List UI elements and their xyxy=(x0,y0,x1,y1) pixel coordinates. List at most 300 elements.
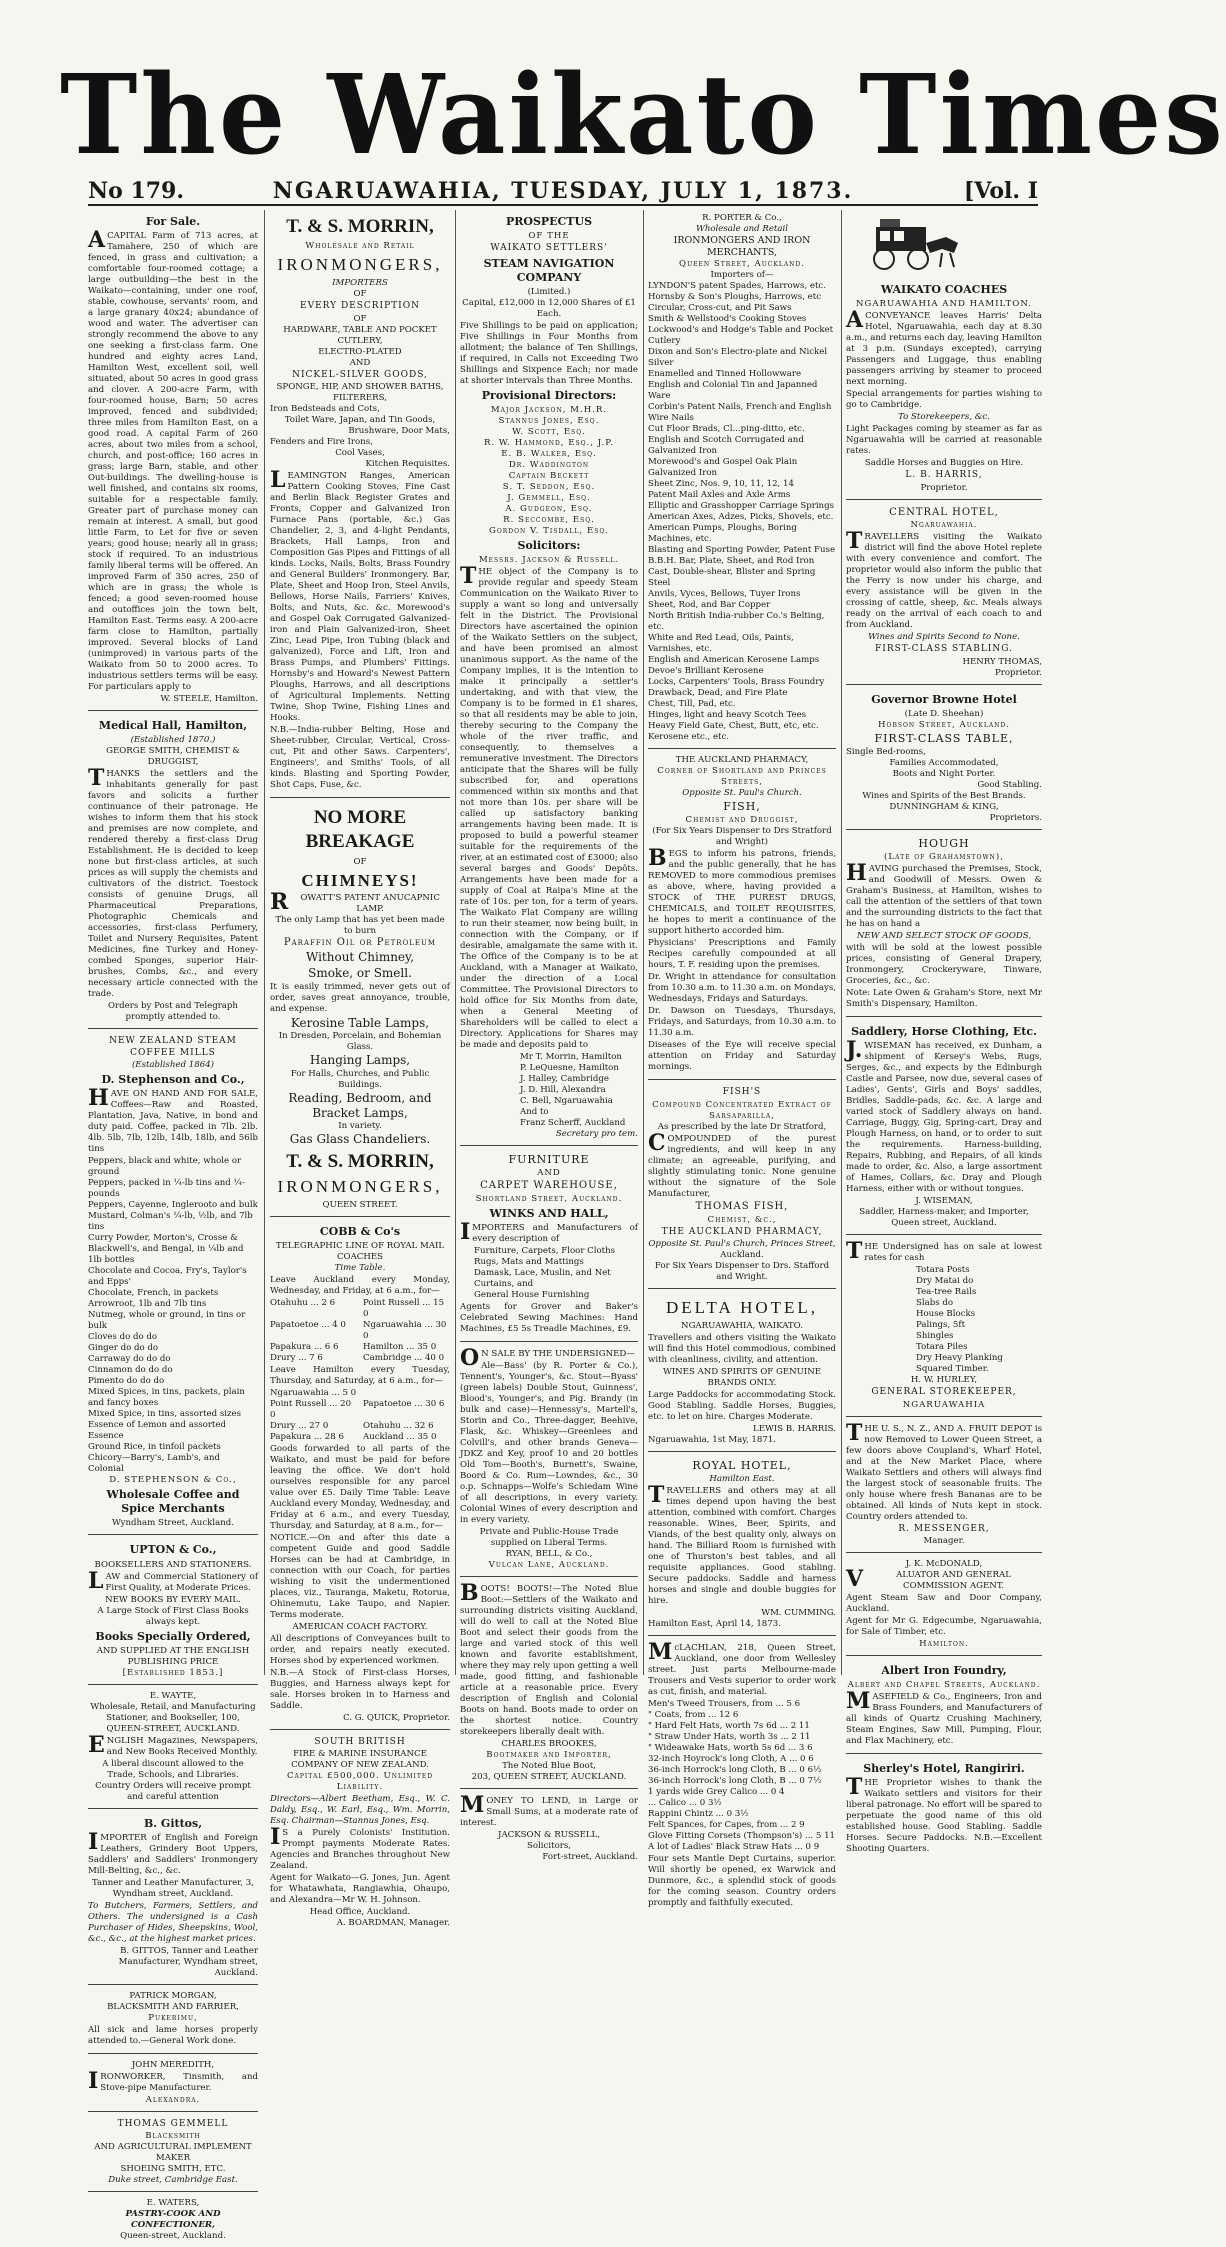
ad-line: Brushware, Door Mats, xyxy=(348,426,450,437)
ad-line: NICKEL-SILVER GOODS, xyxy=(292,369,428,380)
list-item: Chest, Till, Pad, etc. xyxy=(648,699,736,710)
list-item: E. B. Walker, Esq. xyxy=(501,448,597,459)
ad-breakage xyxy=(270,801,450,1217)
ad-firm: D. Stephenson and Co., xyxy=(101,1073,245,1087)
list-item: Cast, Double-shear, Blister and Spring Steel xyxy=(648,567,816,589)
ad-firm2: D. STEPHENSON & Co., xyxy=(109,1475,237,1486)
ad-line: Leave Auckland every Monday, Wednesday, and Friday, at 6 a.m., for— xyxy=(270,1274,450,1296)
ad-street: 203, QUEEN STREET, AUCKLAND. xyxy=(471,1771,627,1782)
list-item: Ground Rice, in tinfoil packets xyxy=(88,1442,221,1453)
list-item: LYNDON'S patent Spades, Harrows, etc. xyxy=(648,281,826,292)
list-item: Furniture, Carpets, Floor Cloths xyxy=(474,1245,616,1256)
list-item: Sheet, Rod, and Bar Copper xyxy=(648,600,771,611)
ad-title: IRONMONGERS, xyxy=(277,255,443,275)
ad-names: Messrs. Jackson & Russell. xyxy=(478,554,620,565)
ad-line: EVERY DESCRIPTION xyxy=(300,301,420,312)
ad-body: Diseases of the Eye will receive special attention on Friday and Saturday mornings. xyxy=(648,1040,836,1073)
list-item: Captain Beckett xyxy=(508,470,590,481)
ad-sub: TELEGRAPHIC LINE OF ROYAL MAIL COACHES xyxy=(275,1240,445,1262)
ad-heading: B. Gittos, xyxy=(143,1816,203,1830)
ad-body: A liberal discount allowed to the Trade, Schools, and Libraries. xyxy=(102,1758,244,1780)
ad-line: Families Accommodated, xyxy=(889,758,999,769)
ad-imp: Importers of— xyxy=(710,270,774,281)
fare: Auckland ... 35 0 xyxy=(363,1431,437,1442)
ad-tagline: Wholesale Coffee and Spice Merchants xyxy=(106,1488,240,1516)
list-item: Dr. Waddington xyxy=(508,459,590,470)
ad-street: Queen street, Auckland. xyxy=(891,1218,997,1229)
ad-porter xyxy=(648,210,836,749)
ad-sub: Compound Concentrated Extract of Sarsaparilla, xyxy=(652,1099,832,1121)
list-item: P. LeQuesne, Hamilton xyxy=(520,1062,619,1073)
ad-name: FISH, xyxy=(723,800,761,814)
ad-heading: Saddlery, Horse Clothing, Etc. xyxy=(851,1025,1037,1039)
ad-firm: JACKSON & RUSSELL, xyxy=(498,1829,600,1840)
ad-body: MASEFIELD & Co., Engineers, Iron and Brass Founders, and Manufacturers of all kinds of Quartz Crushing Machinery, Steam Engines, Saw Mill, Pumping, Flour, and Flax Machinery, etc. xyxy=(846,1688,1042,1747)
ad-note: Note: Late Owen & Graham's Store, next Mr Smith's Dispensary, Hamilton. xyxy=(846,988,1042,1010)
ad-heading: ROYAL HOTEL, xyxy=(692,1458,792,1472)
list-item: Drawback, Dead, and Fire Plate xyxy=(648,688,788,699)
ad-body: McLACHLAN, 218, Queen Street, Auckland, one door from Wellesley street. Just parts Melbourne-made Trousers and Vests superior to order work as cut, finish, and material. xyxy=(648,1639,836,1698)
list-item: Smith & Wellstood's Cooking Stoves xyxy=(648,314,807,325)
ad-company: WAIKATO SETTLERS' xyxy=(490,243,608,254)
ad-hurley xyxy=(846,1238,1042,1417)
list-item: Cloves do do do xyxy=(88,1332,158,1343)
ad-sub: Wholesale and Retail xyxy=(305,241,415,252)
ad-line: For Halls, Churches, and Public Buildings. xyxy=(290,1068,430,1090)
ad-signature: C. G. QUICK, Proprietor. xyxy=(343,1712,450,1723)
ad-signature: HENRY THOMAS, xyxy=(962,656,1042,667)
ad-name: GEORGE SMITH, CHEMIST & DRUGGIST, xyxy=(106,746,240,768)
ad-date: Ngaruawahia, 1st May, 1871. xyxy=(648,1434,777,1445)
list-item: Corbin's Patent Nails, French and English Wire Nails xyxy=(648,402,832,424)
ad-sub: STEAM NAVIGATION COMPANY xyxy=(483,256,615,284)
list-item: English and Scotch Corrugated and Galvanized Iron xyxy=(648,435,804,457)
ad-sub: Wholesale and Retail xyxy=(696,224,788,234)
ad-heading: UPTON & Co., xyxy=(129,1543,217,1557)
list-item: Carraway do do do xyxy=(88,1354,171,1365)
list-item: S. T. Seddon, Esq. xyxy=(502,481,596,492)
ad-shop: THE AUCKLAND PHARMACY, xyxy=(661,1226,823,1237)
list-item: A. Gudgeon, Esq. xyxy=(505,503,593,514)
list-item: American Axes, Adzes, Picks, Shovels, etc. xyxy=(648,512,834,523)
ad-sub: Tanner and Leather Manufacturer, 3, Wyndham street, Auckland. xyxy=(91,1877,255,1899)
ad-place: Opposite St. Paul's Church, Princes Street, xyxy=(648,1239,836,1250)
ad-place: Pukerimu, xyxy=(148,2012,198,2023)
list-item: Hornsby & Son's Ploughs, Harrows, etc xyxy=(648,292,822,303)
ad-from: (For Six Years Dispenser to Drs Stratford and Wright) xyxy=(652,826,832,848)
ad-sarsaparilla xyxy=(648,1083,836,1289)
ad-title: Proprietor. xyxy=(920,482,968,493)
list-item: Kerosene etc., etc. xyxy=(648,732,730,743)
list-item: Patent Mail Axles and Axle Arms xyxy=(648,490,791,501)
ad-saddlery xyxy=(846,1020,1042,1235)
ad-line: Paraffin Oil or Petroleum xyxy=(283,937,437,949)
ad-body: BEGS to inform his patrons, friends, and the public generally, that he has REMOVED to more commodious premises as above, where, having provided a STOCK of THE PUREST DRUGS, CHEMICALS, and TOILET REQUISITES, he hopes to merit a continuance of the support hitherto accorded him. xyxy=(648,845,836,937)
ad-body: Agent Steam Saw and Door Company, Auckland. xyxy=(846,1593,1042,1615)
ad-body: IMPORTER of English and Foreign Leathers, Grindery Boot Uppers, Saddlers' and Saddlers' Ironmongery Mill-Belting, &c., &c. xyxy=(88,1828,258,1876)
ad-trade: Chemist and Druggist, xyxy=(685,815,799,826)
fare: Drury ... 27 0 xyxy=(270,1420,329,1431)
list-item: Mixed Spice, in tins, assorted sizes xyxy=(88,1409,242,1420)
list-item: Dry Heavy Planking xyxy=(916,1353,1003,1364)
fare: Otahuhu ... 2 6 xyxy=(270,1297,336,1308)
ad-footer: Private and Public-House Trade supplied on Liberal Terms. xyxy=(479,1526,619,1548)
ad-line: Hanging Lamps, xyxy=(309,1053,411,1068)
list-item: Peppers, black and white, whole or ground xyxy=(88,1156,242,1178)
ad-body: COMPOUNDED of the purest ingredients, and will keep in any climate; an agreeable, purifying, and slightly stimulating tonic. None genuine without the signature of the Sole Manufacturer, xyxy=(648,1129,836,1199)
list-item: J. Gemmell, Esq. xyxy=(507,492,591,503)
list-item: Rugs, Mats and Mattings xyxy=(474,1256,584,1267)
ad-place: Hamilton East. xyxy=(709,1474,775,1485)
ad-body: N.B.—India-rubber Belting, Hose and Sheet-rubber, Circular, Vertical, Cross-cut, Pit and other Saws. Carpenters', Engineers', and Smiths' Tools, of all kinds. Blasting and Sporting Powder, Shot Caps, Fuse, &c. xyxy=(270,725,450,791)
ad-late: (Late D. Sheehan) xyxy=(904,708,984,719)
ad-body: Goods forwarded to all parts of the Waikato, and must be paid for before leaving the office. We don't hold ourselves responsible for any parcel value over £5. Daily Time Table: Leave Auckland every Monday, Wednesday, and Friday at 6 a.m., and every Tuesday, Thursday, and Saturday, at 8 a.m., for— xyxy=(270,1443,450,1531)
list-item: Men's Tweed Trousers, from ... 5 6 xyxy=(648,1699,801,1710)
ad-store: To Storekeepers, &c. xyxy=(898,412,990,423)
list-item: " Hard Felt Hats, worth 7s 6d ... 2 11 xyxy=(648,1721,810,1732)
ad-firm: WINKS AND HALL, xyxy=(489,1206,609,1220)
ad-heading: THE AUCKLAND PHARMACY, xyxy=(675,755,809,766)
ad-trade: Solicitors, xyxy=(527,1840,571,1851)
ad-notice: To Butchers, Farmers, Settlers, and Others. The undersigned is a Cash Purchaser of Hides, Sheepskins, Wool, &c., &c., at the highest market prices. xyxy=(88,1900,258,1944)
column-1 xyxy=(88,210,258,2242)
ad-body: Agent for Mr G. Edgecumbe, Ngaruawahia, for Sale of Timber, etc. xyxy=(846,1616,1042,1638)
ad-signature: LEWIS B. HARRIS. xyxy=(753,1423,836,1434)
column-rule xyxy=(455,210,456,1675)
fare: Papakura ... 28 6 xyxy=(270,1431,344,1442)
list-item: Elliptic and Grasshopper Carriage Springs xyxy=(648,501,835,512)
ad-est: (Established 1864) xyxy=(131,1060,215,1071)
ad-name: CHARLES BROOKES, xyxy=(501,1738,597,1749)
ad-body: Four sets Mantle Dept Curtains, superior. Will shortly be opened, ex Warwick and Dunmore, &c., a splendid stock of goods for the coming season. Country orders promptly and faithfully executed. xyxy=(648,1854,836,1909)
list-item: Anvils, Vyces, Bellows, Tuyer Irons xyxy=(648,589,801,600)
list-item: Chocolate, French, in packets xyxy=(88,1288,219,1299)
fare: Cambridge ... 40 0 xyxy=(363,1352,445,1363)
ad-heading: Medical Hall, Hamilton, xyxy=(98,719,248,733)
ad-heading: FURNITURE xyxy=(508,1152,590,1166)
ad-coaches xyxy=(846,210,1042,500)
ad-trade: BLACKSMITH AND FARRIER, xyxy=(107,2001,239,2012)
ad-body: IRONWORKER, Tinsmith, and Stove-pipe Manufacturer. xyxy=(88,2067,258,2094)
list-item: Lockwood's and Hodge's Table and Pocket Cutlery xyxy=(648,325,834,347)
ad-browne xyxy=(846,688,1042,830)
ad-money xyxy=(460,1792,638,1868)
ad-name: E. WATERS, xyxy=(146,2198,200,2209)
ad-line: ELECTRO-PLATED xyxy=(318,346,402,357)
ad-sub: CARPET WAREHOUSE, xyxy=(480,1179,618,1191)
ad-body: MONEY TO LEND, in Large or Small Sums, at a moderate rate of interest. xyxy=(460,1791,638,1828)
ad-place: Fort-street, Auckland. xyxy=(542,1851,638,1862)
agents-list xyxy=(460,1052,638,1140)
ad-body: ENGLISH Magazines, Newspapers, and New Books Received Monthly. xyxy=(88,1731,258,1758)
ad-line: OF xyxy=(353,289,367,300)
ad-product: ROWATT'S PATENT ANUCAPNIC LAMP. xyxy=(270,889,440,916)
ad-line: SPONGE, HIP, AND SHOWER BATHS, FILTERERS, xyxy=(276,382,444,404)
list-item: Dixon and Son's Electro-plate and Nickel Silver xyxy=(648,347,828,369)
ad-morrin xyxy=(270,210,450,798)
list-item: Nutmeg, whole or ground, in tins or bulk xyxy=(88,1310,246,1332)
list-item: Mr T. Morrin, Hamilton xyxy=(520,1051,622,1062)
list-item: C. Bell, Ngaruawahia xyxy=(520,1095,613,1106)
ad-signature: L. B. HARRIS, xyxy=(905,470,983,481)
ad-line: IMPORTERS xyxy=(332,278,388,289)
list-item: Totara Piles xyxy=(916,1342,968,1353)
ad-heading: DELTA HOTEL, xyxy=(665,1298,819,1318)
ad-gemmell xyxy=(88,2115,258,2193)
ad-factory: AMERICAN COACH FACTORY. xyxy=(292,1621,428,1632)
ad-line: Reading, Bedroom, and Bracket Lamps, xyxy=(288,1090,432,1121)
list-item: Squared Timber. xyxy=(916,1364,989,1375)
ad-body: LEAMINGTON Ranges, American Pattern Cooking Stoves, Fine Cast and Berlin Black Register Grates and Fronts, Copper and Galvanized Iron Furnace Pans (portable, &c.) Gas Chandelier, 2, 3, and 4-light Pendants, Brackets, Hall Lamps, Iron and Composition Gas Pipes and Fittings of all kinds. Locks, Nails, Bolts, Brass Foundry and General Builders' Ironmongery. Bar, Plate, Sheet and Hoop Iron, Steel Anvils, Bellows, Horse Nails, Farriers' Knives, Bolts, and Nuts, &c. &c. Morewood's and Gospel Oak Corrugated Galvanized-iron and Plain Galvanized-iron, Sheet Zinc, Lead Pipe, Iron Tubing (black and galvanized), Force and Lift, Iron and Brass Pumps, and Plumbers' Fittings. Hornsby's and Howard's Newest Pattern Ploughs, Harrows, and all descriptions of Agricultural Implements. Netting Twine, Shop Twine, Fishing Lines and Hooks. xyxy=(270,467,450,724)
directors-list xyxy=(460,405,638,537)
list-item: Enamelled and Tinned Hollowware xyxy=(648,369,802,380)
list-item: Damask, Lace, Muslin, and Net Curtains, and xyxy=(474,1267,611,1289)
ad-stable: FIRST-CLASS STABLING. xyxy=(875,644,1013,655)
ad-line: Kerosine Table Lamps, xyxy=(290,1015,430,1030)
ad-line: Books Specially Ordered, xyxy=(95,1629,251,1643)
ad-body: ACONVEYANCE leaves Harris' Delta Hotel, Ngaruawahia, each day at 8.30 a.m., and returns each day, leaving Hamilton at 3 p.m. (Sundays excepted), carrying Passengers and Luggage, thus enabling passengers arriving by steamer to proceed next morning. xyxy=(846,307,1042,388)
list-item: Morewood's and Gospel Oak Plain Galvanized Iron xyxy=(648,457,798,479)
ad-capital: Capital, £12,000 in 12,000 Shares of £1 Each. xyxy=(462,297,636,319)
ad-royal xyxy=(648,1455,836,1636)
ad-est: (Established 1870.) xyxy=(130,735,216,746)
fare: Papatoetoe ... 4 0 xyxy=(270,1319,346,1330)
ad-name: E. WAYTE, xyxy=(149,1690,197,1701)
list-item: Shingles xyxy=(916,1331,954,1342)
ad-place: Ngaruawahia. xyxy=(910,520,978,531)
ad-line: In variety. xyxy=(338,1121,382,1132)
ad-title: IRONMONGERS AND IRON MERCHANTS, xyxy=(673,235,811,259)
ad-notice: NOTICE.—On and after this date a competent Guide and good Saddle Horses can be had at Cambridge, in connection with our Coach, for parties wishing to visit the undermentioned places, viz., Tauranga, Maketu, Rotorua, Ohinemutu, Lake Taupo, and Napier. Terms moderate. xyxy=(270,1532,450,1620)
ad-capital: Capital £500,000. Unlimited Liability. xyxy=(286,1771,434,1793)
ad-for-sale xyxy=(88,210,258,711)
list-item: J. Halley, Cambridge xyxy=(520,1073,609,1084)
ad-heading: Albert Iron Foundry, xyxy=(881,1664,1007,1678)
hurley-items xyxy=(846,1265,1042,1375)
ad-hough xyxy=(846,833,1042,1017)
ad-place: Hamilton. xyxy=(919,1639,969,1650)
list-item: House Blocks xyxy=(916,1309,976,1320)
ad-firm: RYAN, BELL, & Co., xyxy=(505,1548,593,1559)
ad-body: Five Shillings to be paid on application; Five Shillings in Four Months from allotment; the balance of Ten Shillings, if required, in Calls not Exceeding Two Shillings and Sixpence Each; nor made at shorter intervals than Three Months. xyxy=(460,320,638,386)
list-item: Cut Floor Brads, Cl...ping-ditto, etc. xyxy=(648,424,805,435)
ad-heading: CENTRAL HOTEL, xyxy=(889,506,999,518)
ad-line: NEW BOOKS BY EVERY MAIL. xyxy=(105,1594,241,1605)
ad-line: Smoke, or Smell. xyxy=(308,965,412,980)
list-item: Cinnamon do do do xyxy=(88,1365,173,1376)
list-item: North British India-rubber Co.'s Belting, etc. xyxy=(648,611,825,633)
column-3 xyxy=(460,210,638,1862)
list-item: And to xyxy=(520,1106,549,1117)
ad-body: THE Undersigned has on sale at lowest rates for cash xyxy=(846,1238,1042,1265)
ad-stock: NEW AND SELECT STOCK OF GOODS, xyxy=(856,931,1032,942)
ad-furniture xyxy=(460,1149,638,1342)
ad-body: Dr. Wright in attendance for consultation from 10.30 a.m. to 11.30 a.m. on Mondays, Wednesdays, Fridays and Saturdays. xyxy=(648,972,836,1005)
list-item: Dry Matai do xyxy=(916,1276,974,1287)
ad-line: Boots and Night Porter. xyxy=(892,769,996,780)
furniture-items xyxy=(460,1246,638,1301)
ad-signature: J. WISEMAN, xyxy=(915,1196,973,1207)
list-item: Locks, Carpenters' Tools, Brass Foundry xyxy=(648,677,825,688)
list-item: Totara Posts xyxy=(916,1265,970,1276)
list-item: B.B.H. Bar, Plate, Sheet, and Rod Iron xyxy=(648,556,815,567)
ad-body: Country Orders will receive prompt and careful attention xyxy=(95,1780,251,1802)
ad-heading: PROSPECTUS xyxy=(505,215,593,228)
ad-office: Head Office, Auckland. xyxy=(309,1907,411,1918)
ad-line: AND SUPPLIED AT THE ENGLISH PUBLISHING PRICE xyxy=(96,1645,250,1667)
ad-line: In Dresden, Porcelain, and Bohemian Glass. xyxy=(278,1031,442,1053)
ad-body: Light Packages coming by steamer as far as Ngaruawahia will be carried at reasonable rates. xyxy=(846,424,1042,457)
ad-wayte xyxy=(88,1688,258,1809)
column-rule xyxy=(643,210,644,1675)
fare: Drury ... 7 6 xyxy=(270,1352,323,1363)
volume: [Vol. I xyxy=(963,178,1038,204)
ad-pharmacy xyxy=(648,752,836,1080)
ad-trade: Chemist, &c., xyxy=(707,1214,777,1225)
stagecoach-illustration xyxy=(846,213,966,273)
ad-body: The only Lamp that has yet been made to burn xyxy=(275,915,445,937)
masthead-title: The Waikato Times xyxy=(60,49,1226,180)
ad-street: Vulcan Lane, Auckland. xyxy=(488,1559,610,1570)
ad-pres: As prescribed by the late Dr Stratford, xyxy=(657,1121,827,1132)
ad-heading: COBB & Co's xyxy=(319,1224,401,1238)
list-item: A lot of Ladies' Black Straw Hats ... 0 9 xyxy=(648,1842,820,1853)
ad-limited: (Limited.) xyxy=(527,286,571,297)
ad-medical-hall xyxy=(88,714,258,1029)
ad-sub: BOOKSELLERS AND STATIONERS. xyxy=(94,1559,252,1570)
ad-trade: GENERAL STOREKEEPER, xyxy=(871,1387,1017,1398)
ad-sub: Albert and Chapel Streets, Auckland. xyxy=(847,1680,1041,1691)
ad-ale xyxy=(460,1345,638,1577)
list-item: Chicory—Barry's, Lamb's, and Colonial xyxy=(88,1453,221,1475)
ad-name: T. & S. MORRIN, xyxy=(286,1150,434,1172)
ad-body: THE object of the Company is to provide regular and speedy Steam Communication on the Waikato River to supply a want so long and universally felt in the District. The Provisional Directors have ascertained the opinion of the Waikato Settlers on the subject, and have been promised an almost unanimous support. As the name of the Company implies, it is the intention to make it principally a settler's undertaking, and with that view, the Company is to be formed in £1 shares, so that all residents may be able to join, thereby securing to the Company the whole of the river traffic, and consequently, to themselves a remunerative investment. The Directors anticipate that the Shares will be fully subscribed for, and operations commenced within six months and that not more than 10s. per share will be called up satisfactory banking arrangements having been made. It is proposed to build a powerful steamer suitable for the requirements of the river, at an estimated cost of £3000; also several barges and Goods' Depôts. Arrangements have been made for a supply of Coal at Raipa's Mine at the rate of 10s. per ton, for a term of years. The Waikato Flat Company are willing to run their steamer, now being built, in connection with the Company, or if desirable, amalgamate the same with it. The Office of the Company is to be at Auckland, with a Manager at Waikato, under the direction of a Local Committee. The Provisional Directors to hold office for Six Months from date, when a General Meeting of Shareholders will be called to elect a Directory. Applications for Shares may be made and deposits paid to xyxy=(460,562,638,1050)
list-item: Franz Scherff, Auckland xyxy=(520,1117,626,1128)
list-item: Peppers, packed in ¼-lb tins and ¼-pounds xyxy=(88,1178,245,1200)
fare xyxy=(363,1388,450,1399)
ad-sub: NGARUAWAHIA, WAIKATO. xyxy=(681,1320,803,1331)
column-4 xyxy=(648,210,836,1909)
ad-name: T. & S. MORRIN, xyxy=(286,216,434,237)
ad-from: For Six Years Dispenser to Drs. Stafford and Wright. xyxy=(654,1261,830,1283)
ad-heading: Solicitors: xyxy=(517,538,581,552)
ad-title: IRONMONGERS, xyxy=(277,1177,443,1197)
issue-number: No 179. xyxy=(88,178,185,204)
list-item: Pimento do do do xyxy=(88,1376,165,1387)
ad-body: THE U. S., N. Z., AND A. FRUIT DEPOT is now Removed to Lower Queen Street, a few doors above Coupland's, Wharf Hotel, and at the New Market Place, where Waikato Settlers and others will always find the largest stock of seasonable fruits. The only house where fresh Bananas are to be obtained. All kinds of Nuts kept in stock. Country orders attended to. xyxy=(846,1419,1042,1522)
ad-cobb xyxy=(270,1220,450,1730)
ad-sub: Corner of Shortland and Princes Streets, xyxy=(657,766,827,788)
ad-place: Queen-street, Auckland. xyxy=(120,2231,226,2242)
ad-body: Ale—Bass' (by R. Porter & Co.), Tennent's, Younger's, &c. Stout—Byass' (green labels) Double Stout, Guinness', Blood's, Younger's, and Pig. Brandy (in bulk and case)—Hennessy's, Martell's, Storin and Co., Three-dagger, Beehive, Flask, &c. Whiskey—Greenlees and Colvill's, and other brands Geneva—JDKZ and Key, proof 10 and 20 bottles Old Tom—Booth's, Burnett's, Swaine, Boord & Co. Rum—Lowndes, &c., 30 o.p. Schnapps—Wolfe's Schiedam Wine of all descriptions, in every variety. Colonial Wines of every description and in every variety. xyxy=(460,1360,638,1525)
list-item: Ginger do do do xyxy=(88,1343,159,1354)
column-5 xyxy=(846,210,1042,1855)
ad-signature: DUNNINGHAM & KING, xyxy=(889,802,999,813)
ad-central xyxy=(846,503,1042,685)
ad-agents: Agent for Waikato—G. Jones, Jun. Agent for Whatawhata, Rangiawhia, Ohaupo, and Alexandra—Mr W. H. Johnson. xyxy=(270,1873,450,1906)
list-item: Major Jackson, M.H.R. xyxy=(490,404,608,415)
fare-table-2 xyxy=(270,1388,450,1443)
fare: Point Russell ... 15 0 xyxy=(363,1297,445,1319)
ad-name: H. W. HURLEY, xyxy=(910,1375,978,1386)
ad-signature: B. GITTOS, Tanner and Leather Manufacturer, Wyndham street, Auckland. xyxy=(118,1945,258,1978)
ad-trade: Bootmaker and Importer, xyxy=(486,1749,612,1760)
ad-time: Time Table. xyxy=(334,1262,386,1273)
fare: Papatoetoe ... 30 6 xyxy=(363,1398,445,1409)
ad-wines: WINES AND SPIRITS OF GENUINE BRANDS ONLY. xyxy=(662,1366,822,1388)
ad-heading: NO MORE BREAKAGE xyxy=(305,807,415,853)
list-item: " Wideawake Hats, worth 5s 6d ... 3 6 xyxy=(648,1743,813,1754)
list-item: General House Furnishing xyxy=(474,1289,590,1300)
list-item: R. Seccombe, Esq. xyxy=(503,514,595,525)
fare: Otahuhu ... 32 6 xyxy=(363,1420,434,1431)
list-item: American Pumps, Ploughs, Boring Machines, etc. xyxy=(648,523,797,545)
ad-trade: AND AGRICULTURAL IMPLEMENT MAKER xyxy=(94,2142,252,2164)
ad-coffee-mills xyxy=(88,1032,258,1535)
ad-footer: Orders by Post and Telegraph promptly attended to. xyxy=(108,1001,238,1023)
ad-date: Hamilton East, April 14, 1873. xyxy=(648,1619,781,1630)
list-item: 1 yards wide Grey Calico ... 0 4 xyxy=(648,1787,785,1798)
ad-sub: FIRE & MARINE INSURANCE COMPANY OF NEW ZEALAND. xyxy=(291,1749,429,1771)
ad-line: OF THE xyxy=(528,231,570,242)
ad-late: (Late of Grahamstown), xyxy=(884,852,1004,863)
list-item: Rappini Chintz ... 0 3½ xyxy=(648,1809,749,1820)
list-item: " Straw Under Hats, worth 3s ... 2 11 xyxy=(648,1732,811,1743)
fare: Ngaruawahia ... 5 0 xyxy=(270,1387,357,1398)
ad-sherley xyxy=(846,1757,1042,1861)
ad-sub: NGARUAWAHIA AND HAMILTON. xyxy=(855,299,1033,310)
ad-name: JOHN MEREDITH, xyxy=(131,2059,215,2070)
ad-body: All descriptions of Conveyances built to order, and repairs neatly executed. Horses shod by experienced workmen. xyxy=(270,1633,450,1666)
list-item: W. Scott, Esq. xyxy=(512,426,586,437)
ad-body: Wholesale, Retail, and Manufacturing Stationer, and Bookseller, 100, QUEEN-STREET, AUCKLAND. xyxy=(90,1701,256,1734)
ad-name: R. PORTER & Co., xyxy=(702,213,782,223)
ad-name: PATRICK MORGAN, xyxy=(129,1990,217,2001)
ad-body: Saddle Horses and Buggies on Hire. xyxy=(864,458,1024,469)
fare: Point Russell ... 20 0 xyxy=(270,1398,352,1420)
column-rule xyxy=(264,210,265,1675)
ad-body: N.B.—A Stock of First-class Horses, Buggies, and Harness always kept for sale. Horses broken in to Harness and Saddle. xyxy=(270,1667,450,1711)
fare-table-1 xyxy=(270,1298,450,1364)
ad-body: THANKS the settlers and the inhabitants generally for past favors and solicits a further continuance of their patronage. He wishes to inform them that his stock and premises are now complete, and rendered thereby a first-class Drug Establishment. He is decided to keep none but first-class articles, at such prices as will supply the chemists and cultivators of the district. Toestock consists of genuine Drugs, all Pharmaceutical Preparations, Photographic Chemicals and accessories, first-class Perfumery, Toilet and Nursery Requisites, Patent Medicines, fine Turkey and Honey-combed Sponges, superior Hair-brushes, Combs, &c., and every necessary article connected with the trade. xyxy=(88,765,258,1000)
ad-body: IS a Purely Colonists' Institution. Prompt payments Moderate Rates. Agencies and Branches throughout New Zealand. xyxy=(270,1824,450,1872)
ad-line: Fenders and Fire Irons, xyxy=(270,437,373,448)
ad-street: Queen Street, Auckland. xyxy=(679,259,805,270)
ad-delta xyxy=(648,1292,836,1452)
ad-body: LAW and Commercial Stationery of First Quality, at Moderate Prices. xyxy=(88,1567,258,1594)
ad-line: Kitchen Requisites. xyxy=(365,459,450,470)
ad-line: Without Chimney, xyxy=(305,950,415,965)
ad-body: with will be sold at the lowest possible prices, consisting of General Drapery, Ironmongery, Crockeryware, Tinware, Groceries, &c., &c. xyxy=(846,943,1042,987)
ad-heading: ON SALE BY THE UNDERSIGNED— xyxy=(460,1344,635,1371)
ad-line: HARDWARE, TABLE AND POCKET CUTLERY, xyxy=(283,324,437,346)
list-item: Palings, 5ft xyxy=(916,1320,966,1331)
place-date: NGARUAWAHIA, TUESDAY, JULY 1, 1873. xyxy=(272,178,854,204)
list-item: English and Colonial Tin and Japanned Ware xyxy=(648,380,818,402)
ad-body: TRAVELLERS visiting the Waikato district will find the above Hotel replete with every convenience and comfort. The proprietor would also inform the public that the Ferry is now under his charge, and every assistance will be given in the crossing of cattle, sheep, &c. Meals always ready on the arrival of each coach to and from Auckland. xyxy=(846,528,1042,631)
ad-trade: Blacksmith xyxy=(145,2131,201,2142)
ad-body: THE Proprietor wishes to thank the Waikato settlers and visitors for their liberal patronage. No effort will be spared to perpetuate the good name of this old established house. Good Stabling. Saddle Horses. Secure Paddocks. N.B.—Excellent Shooting Quarters. xyxy=(846,1774,1042,1855)
ad-line: Toilet Ware, Japan, and Tin Goods, xyxy=(284,415,436,426)
ad-south-british xyxy=(270,1733,450,1935)
ad-heading: WAIKATO COACHES xyxy=(880,283,1008,296)
list-item: Devoe's Brilliant Kerosene xyxy=(648,666,764,677)
ad-body: It is easily trimmed, never gets out of order, saves great annoyance, trouble, and expense. xyxy=(270,981,450,1014)
ad-line: A Large Stock of First Class Books always kept. xyxy=(97,1605,249,1627)
ad-trade: PASTRY-COOK AND CONFECTIONER, xyxy=(125,2209,221,2231)
ad-title: Manager. xyxy=(923,1536,965,1547)
ad-body: IMPORTERS and Manufacturers of every description of xyxy=(460,1218,638,1245)
